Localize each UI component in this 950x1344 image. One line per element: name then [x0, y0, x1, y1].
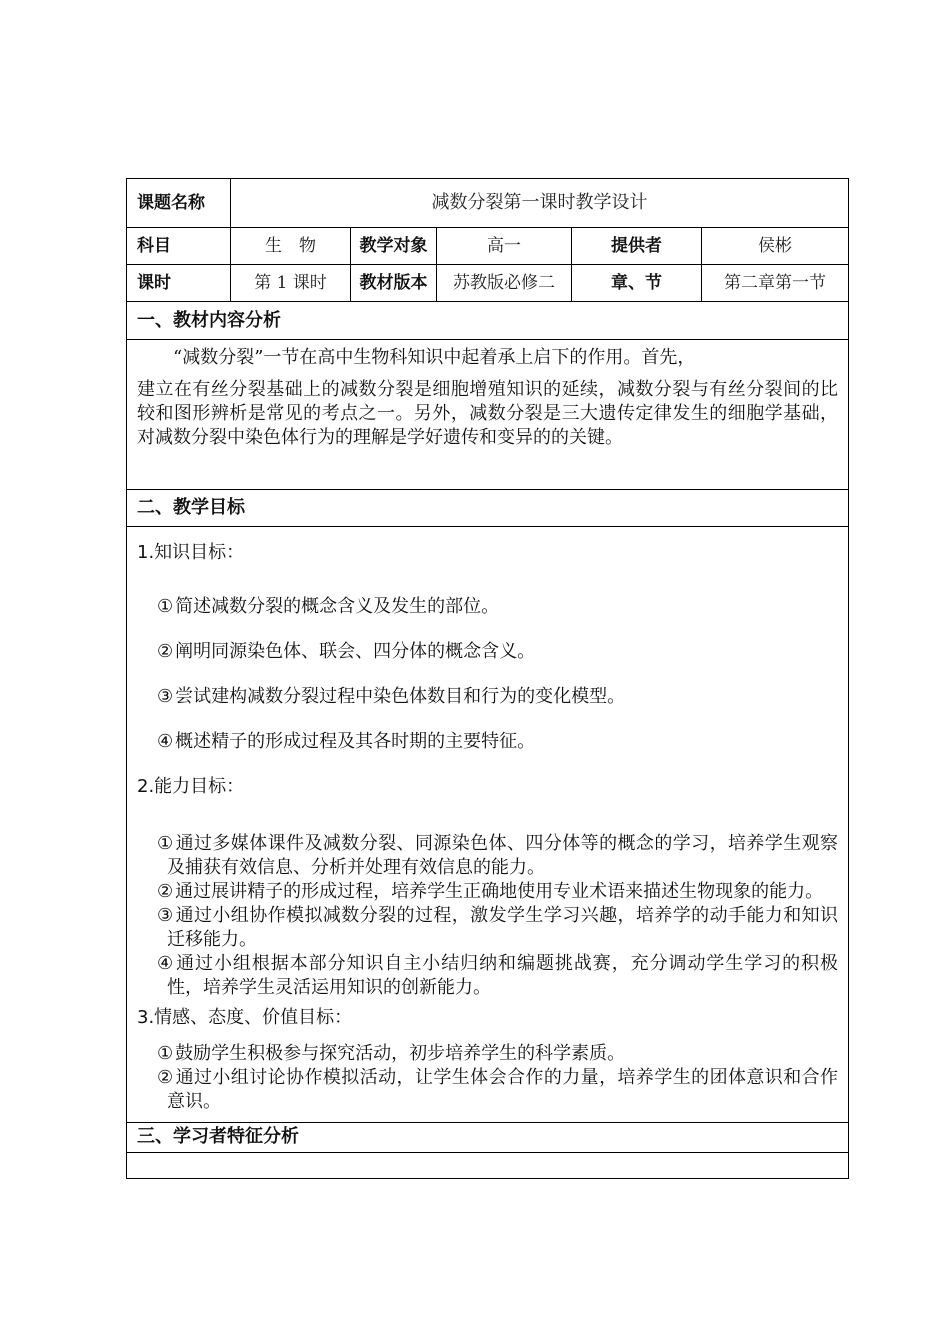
item-text: 通过小组讨论协作模拟活动，让学生体会合作的力量，培养学生的团体意识和合作意识。 — [167, 1067, 839, 1112]
list-item — [157, 1066, 838, 1114]
emotion-goals-list — [157, 1042, 838, 1114]
edition-value: 苏教版必修二 — [437, 265, 572, 302]
period-value: 第 1 课时 — [231, 265, 351, 302]
section1-body-row — [127, 340, 849, 490]
item-text: 概述精子的形成过程及其各时期的主要特征。 — [175, 731, 536, 752]
item-text: 通过小组根据本部分知识自主小结归纳和编题挑战赛，充分调动学生学习的积极性，培养学生灵活运用知识的创新能力。 — [167, 953, 839, 998]
section1-heading: 一、教材内容分析 — [127, 302, 849, 340]
section2-heading-row — [127, 490, 849, 527]
list-item — [157, 1042, 838, 1066]
section2-body-row — [127, 527, 849, 1123]
item-mark: ② — [157, 881, 174, 902]
knowledge-goals-heading: 1.知识目标： — [137, 542, 245, 563]
list-item — [157, 640, 838, 664]
item-mark: ④ — [157, 731, 174, 752]
item-mark: ④ — [157, 953, 175, 974]
item-text: 通过展讲精子的形成过程，培养学生正确地使用专业术语来描述生物现象的能力。 — [175, 881, 824, 902]
item-text: 通过小组协作模拟减数分裂的过程，激发学生学习兴趣，培养学的动手能力和知识迁移能力。 — [167, 905, 839, 950]
lesson-plan-table — [126, 178, 849, 1179]
ability-goals-heading: 2.能力目标： — [137, 776, 245, 797]
title-row — [127, 179, 849, 228]
item-mark: ① — [157, 833, 174, 854]
knowledge-goals-list — [157, 595, 838, 754]
chapter-label: 章、节 — [572, 265, 702, 302]
item-text: 阐明同源染色体、联会、四分体的概念含义。 — [175, 641, 536, 662]
list-item — [157, 904, 838, 952]
item-mark: ② — [157, 1067, 174, 1088]
learner-analysis-body — [127, 1153, 849, 1179]
content-analysis — [127, 340, 849, 490]
subject-label: 科目 — [127, 228, 231, 265]
item-mark: ③ — [157, 905, 174, 926]
list-item — [157, 595, 838, 619]
list-item — [157, 952, 838, 1000]
provider-value: 侯彬 — [702, 228, 849, 265]
lesson-title: 减数分裂第一课时教学设计 — [231, 179, 849, 228]
item-mark: ① — [157, 1043, 174, 1064]
title-label: 课题名称 — [127, 179, 231, 228]
section3-body-row — [127, 1153, 849, 1179]
audience-value: 高一 — [437, 228, 572, 265]
item-mark: ① — [157, 596, 174, 617]
list-item — [157, 730, 838, 754]
section1-heading-row — [127, 302, 849, 340]
item-text: 简述减数分裂的概念含义及发生的部位。 — [175, 596, 500, 617]
ability-goals-list — [157, 832, 838, 1000]
teaching-goals — [127, 527, 849, 1123]
audience-label: 教学对象 — [351, 228, 437, 265]
item-text: 鼓励学生积极参与探究活动，初步培养学生的科学素质。 — [175, 1043, 626, 1064]
chapter-value: 第二章第一节 — [702, 265, 849, 302]
analysis-first-line: “减数分裂”一节在高中生物科知识中起着承上启下的作用。首先， — [173, 347, 696, 368]
list-item — [157, 880, 838, 904]
section2-heading: 二、教学目标 — [127, 490, 849, 527]
provider-label: 提供者 — [572, 228, 702, 265]
item-text: 尝试建构减数分裂过程中染色体数目和行为的变化模型。 — [175, 686, 626, 707]
emotion-goals-heading: 3.情感、态度、价值目标： — [137, 1007, 353, 1028]
period-label: 课时 — [127, 265, 231, 302]
list-item — [157, 685, 838, 709]
item-mark: ③ — [157, 686, 174, 707]
section3-heading: 三、学习者特征分析 — [127, 1123, 849, 1153]
list-item — [157, 832, 838, 880]
section3-heading-row — [127, 1123, 849, 1153]
analysis-body: 建立在有丝分裂基础上的减数分裂是细胞增殖知识的延续，减数分裂与有丝分裂间的比较和图形辨析是常见的考点之一。另外，减数分裂是三大遗传定律发生的细胞学基础，对减数分裂中染色体行为的理解是学好遗传和变异的的关键。 — [137, 379, 839, 448]
subject-row — [127, 228, 849, 265]
edition-label: 教材版本 — [351, 265, 437, 302]
subject-value: 生 物 — [231, 228, 351, 265]
item-mark: ② — [157, 641, 174, 662]
period-row — [127, 265, 849, 302]
item-text: 通过多媒体课件及减数分裂、同源染色体、四分体等的概念的学习，培养学生观察及捕获有效信息、分析并处理有效信息的能力。 — [167, 833, 839, 878]
